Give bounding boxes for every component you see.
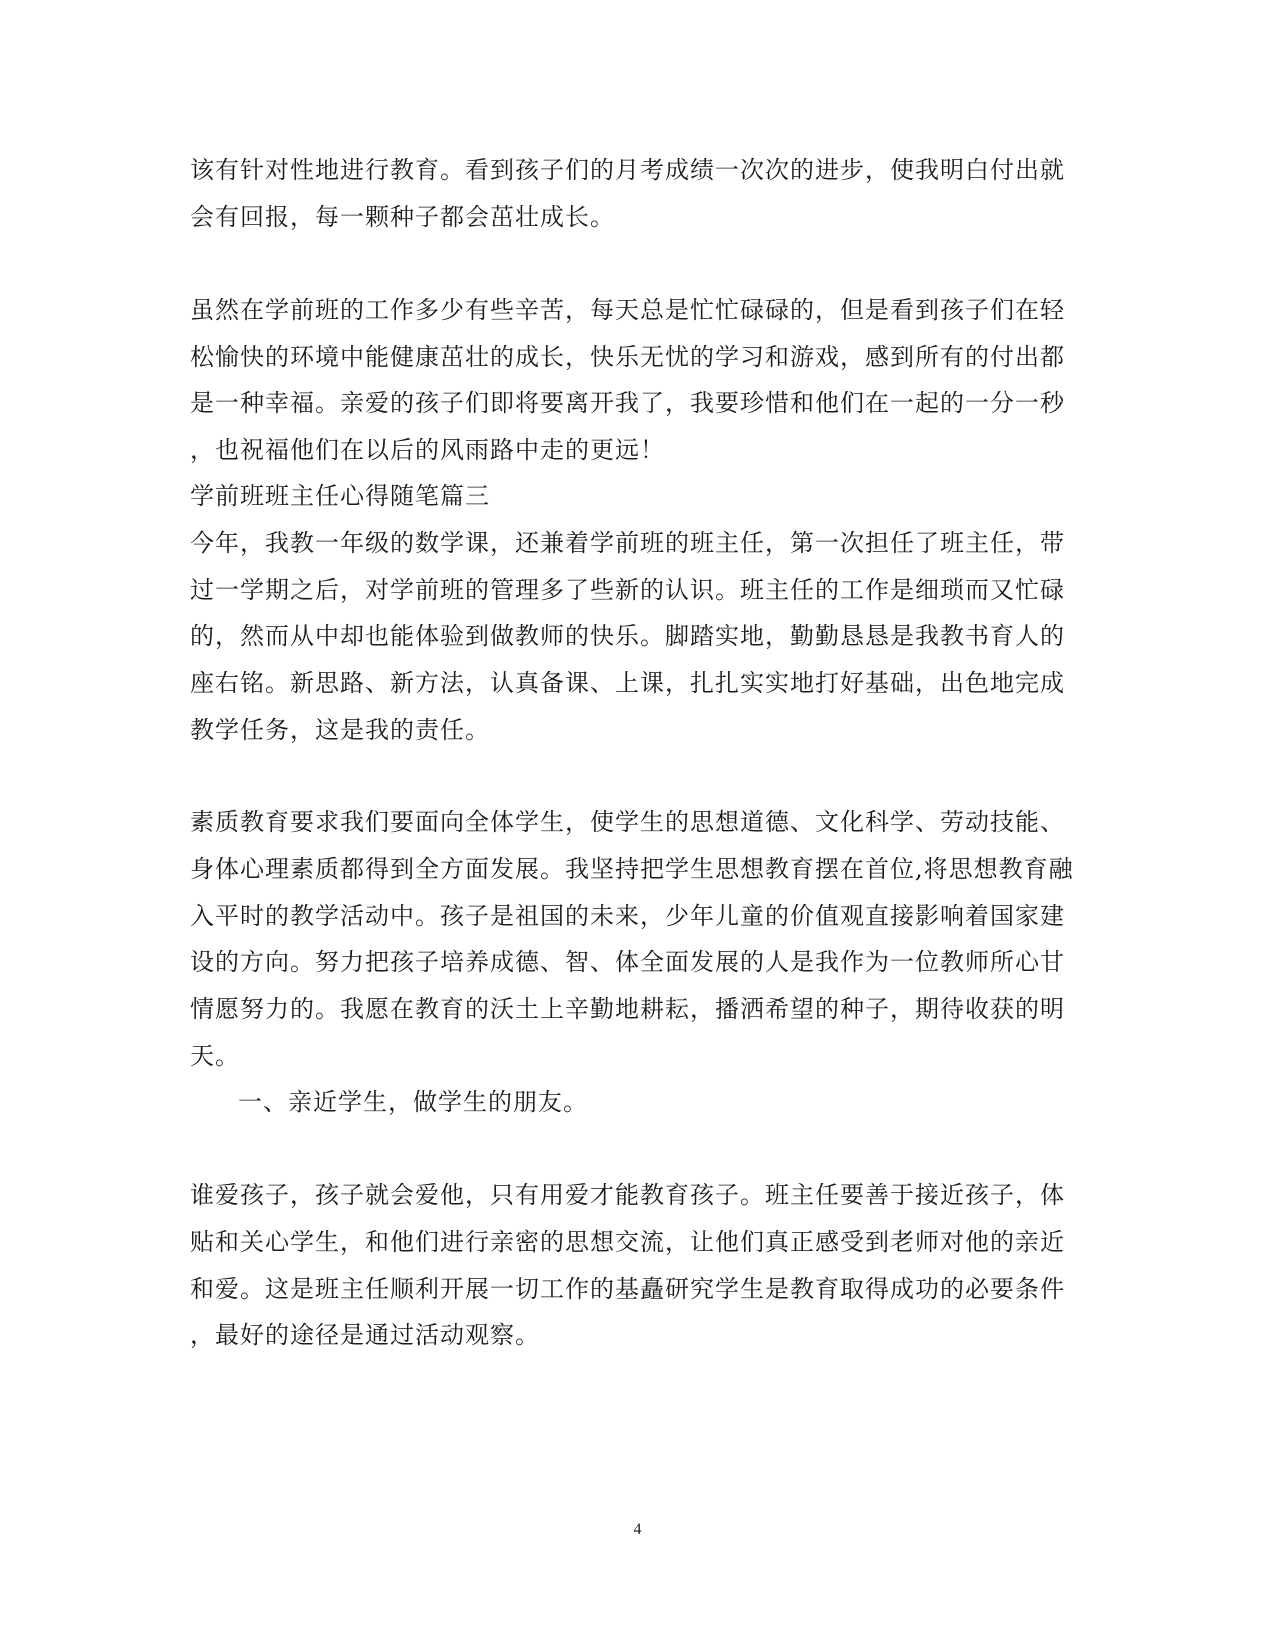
- text-line: 天。: [190, 1042, 240, 1070]
- text-line: 素质教育要求我们要面向全体学生，使学生的思想道德、文化科学、劳动技能、: [190, 808, 1065, 836]
- text-line: 和爱。这是班主任顺利开展一切工作的基矗研究学生是教育取得成功的必要条件: [190, 1275, 1065, 1303]
- text-line: 是一种幸福。亲爱的孩子们即将要离开我了，我要珍惜和他们在一起的一分一秒: [190, 389, 1065, 417]
- subsection-heading: 一、亲近学生，做学生的朋友。: [238, 1088, 588, 1116]
- text-line: 座右铭。新思路、新方法，认真备课、上课，扎扎实实地打好基础，出色地完成: [190, 669, 1065, 697]
- text-line: ，也祝福他们在以后的风雨路中走的更远！: [190, 436, 665, 464]
- text-line: 今年，我教一年级的数学课，还兼着学前班的班主任，第一次担任了班主任，带: [190, 529, 1065, 557]
- text-line: 过一学期之后，对学前班的管理多了些新的认识。班主任的工作是细琐而又忙碌: [190, 576, 1065, 604]
- text-line: 会有回报，每一颗种子都会茁壮成长。: [190, 203, 615, 231]
- text-line: 教学任务，这是我的责任。: [190, 716, 490, 744]
- text-line: 贴和关心学生，和他们进行亲密的思想交流，让他们真正感受到老师对他的亲近: [190, 1228, 1065, 1256]
- text-line: 情愿努力的。我愿在教育的沃土上辛勤地耕耘，播洒希望的种子，期待收获的明: [190, 995, 1065, 1023]
- text-line: 虽然在学前班的工作多少有些辛苦，每天总是忙忙碌碌的，但是看到孩子们在轻: [190, 296, 1065, 324]
- text-line: 该有针对性地进行教育。看到孩子们的月考成绩一次次的进步，使我明白付出就: [190, 156, 1065, 184]
- page-number: 4: [633, 1521, 642, 1538]
- text-line: 谁爱孩子，孩子就会爱他，只有用爱才能教育孩子。班主任要善于接近孩子，体: [190, 1181, 1065, 1209]
- text-line: 的，然而从中却也能体验到做教师的快乐。脚踏实地，勤勤恳恳是我教书育人的: [190, 622, 1065, 650]
- text-line: 设的方向。努力把孩子培养成德、智、体全面发展的人是我作为一位教师所心甘: [190, 948, 1065, 976]
- text-line: 身体心理素质都得到全方面发展。我坚持把学生思想教育摆在首位,将思想教育融: [190, 855, 1074, 883]
- section-heading: 学前班班主任心得随笔篇三: [190, 482, 490, 510]
- text-line: 松愉快的环境中能健康茁壮的成长，快乐无忧的学习和游戏，感到所有的付出都: [190, 343, 1065, 371]
- text-line: ，最好的途径是通过活动观察。: [190, 1321, 540, 1349]
- text-line: 入平时的教学活动中。孩子是祖国的未来，少年儿童的价值观直接影响着国家建: [190, 902, 1065, 930]
